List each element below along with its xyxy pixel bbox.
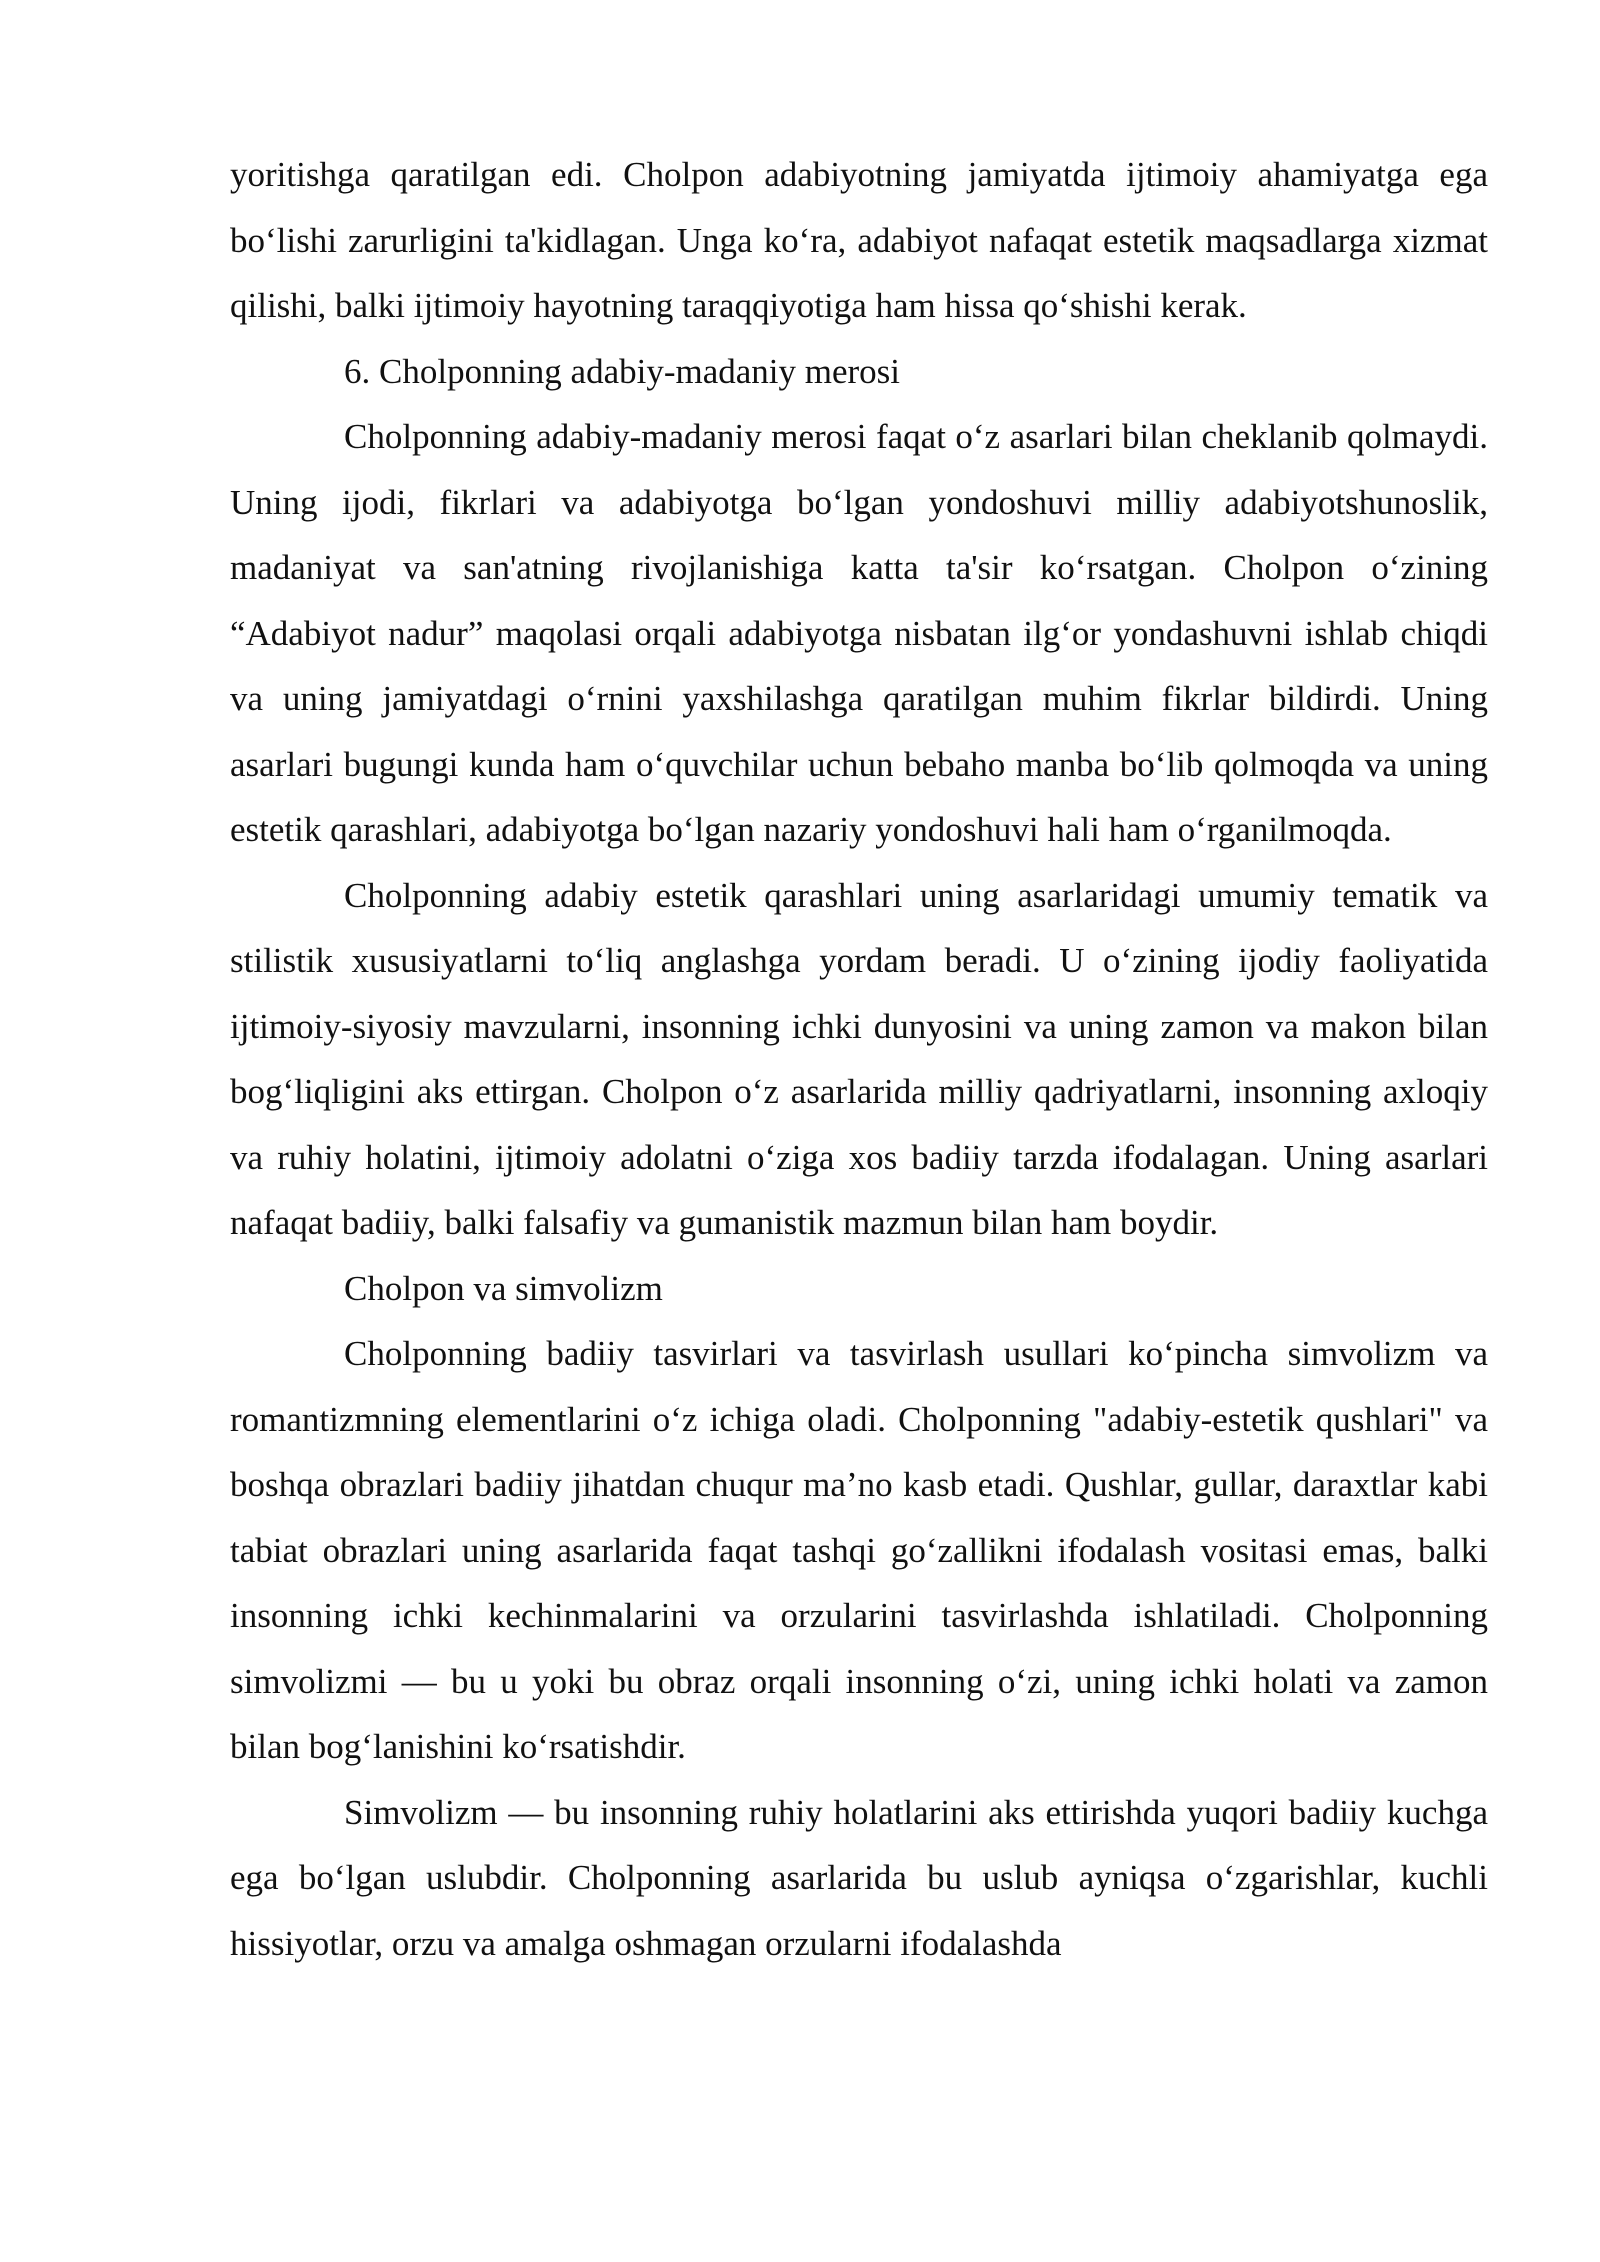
paragraph-symbolism-style: Simvolizm — bu insonning ruhiy holatlarini aks ettirishda yuqori badiiy kuchga ega bo‘lgan uslubdir. Cholponning asarlarida bu uslub ayniqsa o‘zgarishlar, kuchli hissiyotlar, orzu va amalga oshmagan orzularni ifodalashda bbox=[230, 1792, 1488, 1963]
section-heading-literary-heritage: 6. Cholponning adabiy-madaniy merosi bbox=[344, 351, 901, 391]
paragraph-literary-heritage: Cholponning adabiy-madaniy merosi faqat o‘z asarlari bilan cheklanib qolmaydi. Uning ijodi, fikrlari va adabiyotga bo‘lgan yondoshuvi milliy adabiyotshunoslik, madaniyat va san'atning rivojlanishiga katta ta'sir ko‘rsatgan. Cholpon o‘zining “Adabiyot nadur” maqolasi orqali adabiyotga nisbatan ilg‘or yondashuvni ishlab chiqdi va uning jamiyatdagi o‘rnini yaxshilashga qaratilgan muhim fikrlar bildirdi. Uning asarlari bugungi kunda ham o‘quvchilar uchun bebaho manba bo‘lib qolmoqda va uning estetik qarashlari, adabiyotga bo‘lgan nazariy yondoshuvi hali ham o‘rganilmoqda. bbox=[230, 417, 1488, 849]
document-page bbox=[230, 142, 1488, 1976]
paragraph-symbolism: Cholponning badiiy tasvirlari va tasvirlash usullari ko‘pincha simvolizm va romantizmning elementlarini o‘z ichiga oladi. Cholponning "adabiy-estetik qushlari" va boshqa obrazlari badiiy jihatdan chuqur ma’no kasb etadi. Qushlar, gullar, daraxtlar kabi tabiat obrazlari uning asarlarida faqat tashqi go‘zallikni ifodalash vositasi emas, balki insonning ichki kechinmalarini va orzularini tasvirlashda ishlatiladi. Cholponning simvolizmi — bu u yoki bu obraz orqali insonning o‘zi, uning ichki holati va zamon bilan bog‘lanishini ko‘rsatishdir. bbox=[230, 1334, 1488, 1766]
paragraph-aesthetic-views: Cholponning adabiy estetik qarashlari uning asarlaridagi umumiy tematik va stilistik xususiyatlarni to‘liq anglashga yordam beradi. U o‘zining ijodiy faoliyatida ijtimoiy-siyosiy mavzularni, insonning ichki dunyosini va uning zamon va makon bilan bog‘liqligini aks ettirgan. Cholpon o‘z asarlarida milliy qadriyatlarni, insonning axloqiy va ruhiy holatini, ijtimoiy adolatni o‘ziga xos badiiy tarzda ifodalagan. Uning asarlari nafaqat badiiy, balki falsafiy va gumanistik mazmun bilan ham boydir. bbox=[230, 875, 1488, 1242]
section-heading-symbolism: Cholpon va simvolizm bbox=[344, 1268, 663, 1308]
paragraph-continuation: yoritishga qaratilgan edi. Cholpon adabiyotning jamiyatda ijtimoiy ahamiyatga ega bo‘lishi zarurligini ta'kidlagan. Unga ko‘ra, adabiyot nafaqat estetik maqsadlarga xizmat qilishi, balki ijtimoiy hayotning taraqqiyotiga ham hissa qo‘shishi kerak. bbox=[230, 155, 1488, 325]
